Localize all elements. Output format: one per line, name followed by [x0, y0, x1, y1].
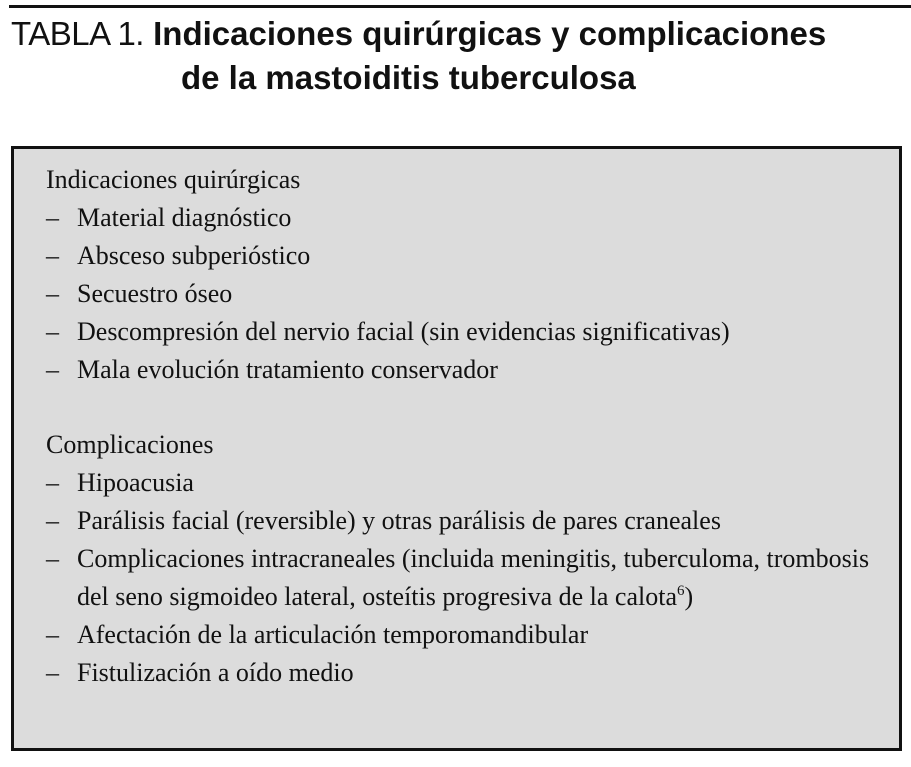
list-item — [46, 464, 899, 502]
complications-list — [46, 464, 899, 692]
table-box — [11, 146, 902, 751]
list-item — [46, 502, 899, 540]
dash: – — [46, 658, 59, 687]
list-item — [46, 351, 899, 389]
list-item — [46, 275, 899, 313]
dash: – — [46, 506, 59, 535]
section-gap — [46, 389, 899, 426]
dash: – — [46, 544, 59, 573]
list-item — [46, 313, 899, 351]
citation-superscript: 6 — [676, 583, 685, 599]
list-item — [46, 237, 899, 275]
dash: – — [46, 355, 59, 384]
dash: – — [46, 241, 59, 270]
dash: – — [46, 620, 59, 649]
list-item-text — [77, 540, 887, 616]
list-item-text: Absceso subperióstico — [77, 241, 311, 270]
indications-heading: Indicaciones quirúrgicas — [46, 165, 301, 194]
closing-paren: ) — [684, 582, 694, 611]
dash: – — [46, 317, 59, 346]
dash: – — [46, 203, 59, 232]
list-item-text: Fistulización a oído medio — [77, 658, 354, 687]
table-title — [11, 12, 906, 100]
list-item — [46, 616, 899, 654]
title-line-1 — [11, 12, 906, 56]
table-label: TABLA 1. — [11, 15, 144, 52]
list-item-text: Material diagnóstico — [77, 203, 292, 232]
list-item-text-main: Complicaciones intracraneales (incluida meningitis, tuberculoma, trombosis del seno sigmoideo lateral, osteítis progresiva de la calota — [77, 544, 870, 611]
list-item-text: Mala evolución tratamiento conservador — [77, 355, 498, 384]
title-text-1: Indicaciones quirúrgicas y complicaciones — [153, 15, 827, 52]
top-rule — [9, 5, 911, 8]
list-item — [46, 199, 899, 237]
title-line-2: de la mastoiditis tuberculosa — [181, 59, 636, 96]
list-item — [46, 654, 899, 692]
list-item-text: Descompresión del nervio facial (sin evidencias significativas) — [77, 317, 730, 346]
dash: – — [46, 468, 59, 497]
list-item-text: Secuestro óseo — [77, 279, 233, 308]
dash: – — [46, 279, 59, 308]
indications-list — [46, 199, 899, 389]
list-item-text: Afectación de la articulación temporomandibular — [77, 620, 589, 649]
list-item-text: Hipoacusia — [77, 468, 194, 497]
list-item — [46, 540, 899, 616]
list-item-text: Parálisis facial (reversible) y otras parálisis de pares craneales — [77, 506, 721, 535]
complications-heading: Complicaciones — [46, 430, 214, 459]
